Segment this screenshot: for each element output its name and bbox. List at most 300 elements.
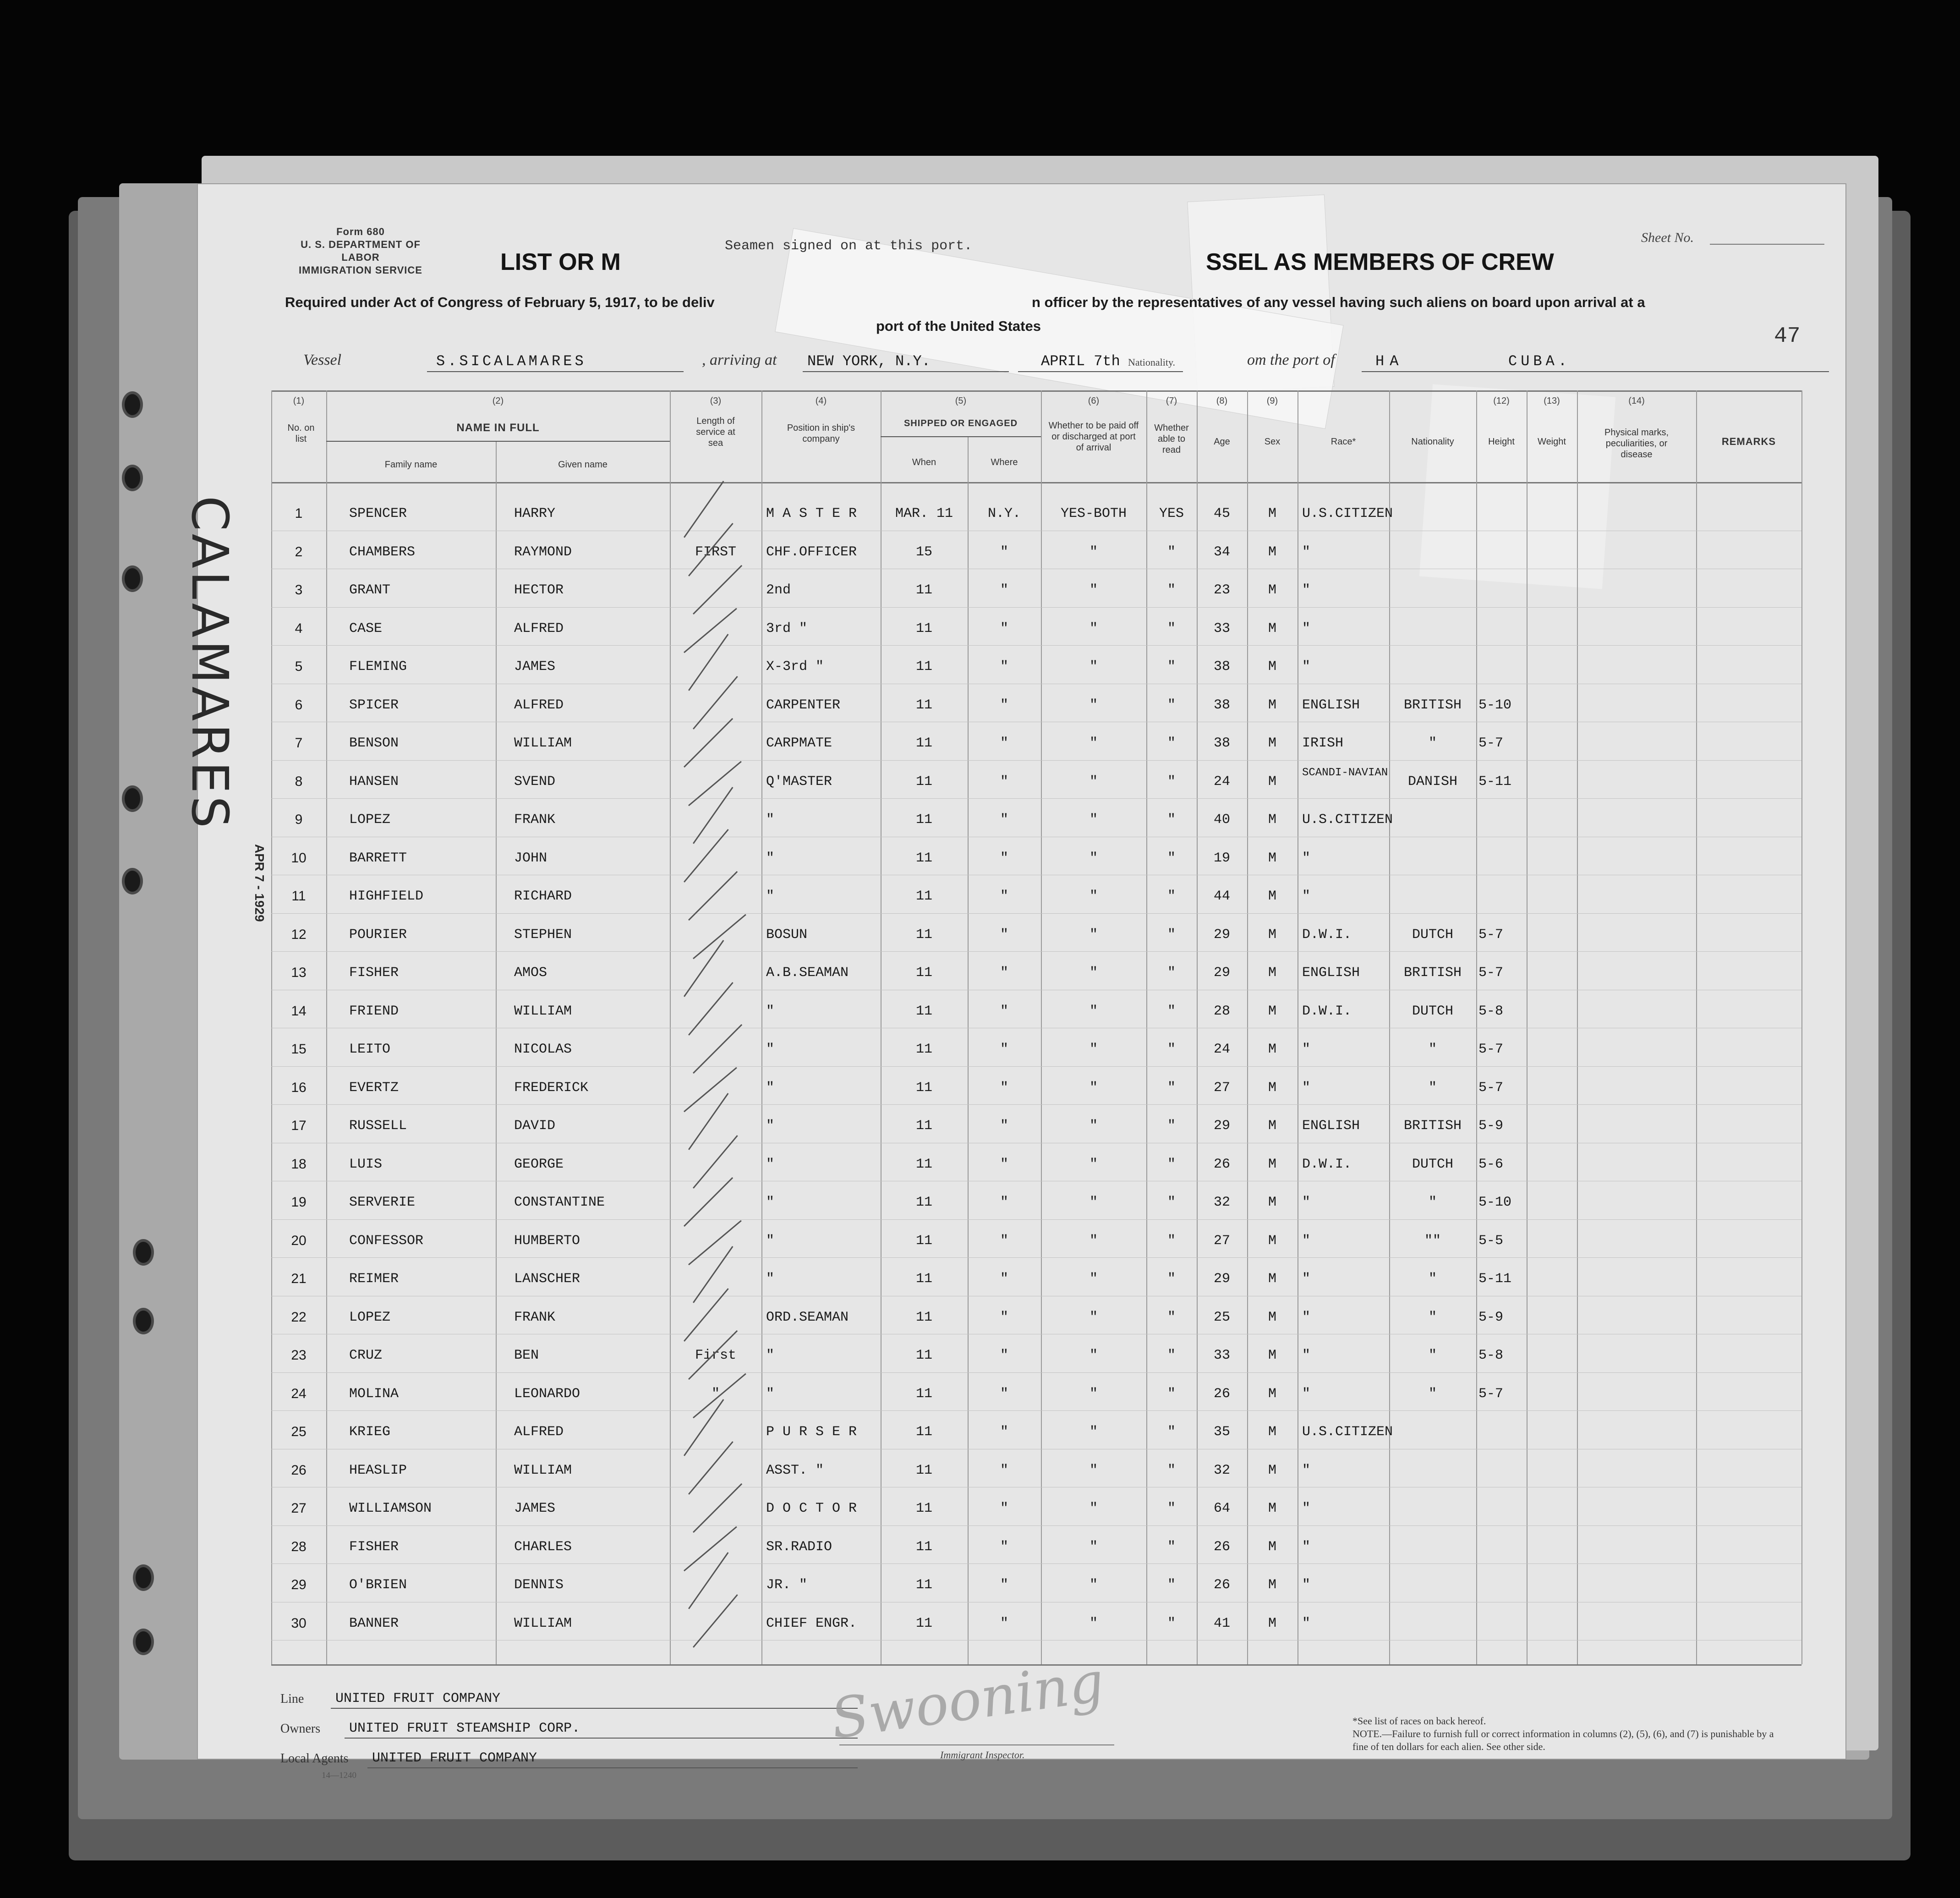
cell-age: 26 <box>1213 1156 1230 1172</box>
cell-sex: M <box>1268 1424 1276 1440</box>
cell-race: " <box>1302 850 1311 866</box>
cell-row-number: 18 <box>291 1156 307 1172</box>
col2-number: (2) <box>492 396 504 406</box>
cell-position: 3rd " <box>766 620 808 636</box>
cell-family-name: FISHER <box>349 1539 399 1555</box>
table-row <box>271 913 1801 914</box>
cell-row-number: 29 <box>291 1577 307 1592</box>
binder-hole <box>125 467 140 488</box>
table-row <box>271 951 1801 952</box>
cell-position: " <box>766 1271 775 1287</box>
col5-number: (5) <box>955 396 967 406</box>
cell-family-name: LOPEZ <box>349 812 391 828</box>
cell-race: " <box>1302 1042 1311 1057</box>
cell-age: 24 <box>1213 773 1230 790</box>
cell-sex: M <box>1268 1309 1276 1325</box>
cell-given-name: GEORGE <box>514 1156 564 1172</box>
cell-race: D.W.I. <box>1302 1003 1352 1019</box>
from-port-line <box>1362 371 1829 372</box>
cell-able-to-read: " <box>1167 1080 1176 1096</box>
cell-shipped-when: 11 <box>915 1271 932 1287</box>
col-divider <box>271 390 272 1664</box>
col-divider <box>761 390 762 1664</box>
cell-shipped-where: " <box>1000 1539 1008 1555</box>
cell-nationality: " <box>1428 1348 1437 1363</box>
binder-hole <box>136 1567 151 1588</box>
cell-able-to-read: " <box>1167 1424 1176 1440</box>
cell-shipped-when: 11 <box>915 1462 932 1478</box>
cell-position: CARPMATE <box>766 735 832 751</box>
cell-given-name: SVEND <box>514 773 556 790</box>
col14-number: (14) <box>1628 396 1645 406</box>
table-row <box>271 1525 1801 1526</box>
cell-family-name: BANNER <box>349 1615 399 1631</box>
col15-header: REMARKS <box>1721 436 1776 447</box>
cell-age: 33 <box>1213 1348 1230 1363</box>
cell-age: 44 <box>1213 889 1230 904</box>
cell-age: 38 <box>1213 735 1230 751</box>
cell-sex: M <box>1268 582 1276 598</box>
cell-sex: M <box>1268 1386 1276 1402</box>
col2-split <box>326 441 670 442</box>
cell-shipped-when: 11 <box>915 1348 932 1363</box>
cell-nationality: BRITISH <box>1403 965 1462 981</box>
cell-family-name: FLEMING <box>349 659 407 675</box>
cell-paid-off: " <box>1089 812 1098 828</box>
cell-given-name: CHARLES <box>514 1539 572 1555</box>
cell-shipped-when: 11 <box>915 1501 932 1516</box>
cell-row-number: 4 <box>295 620 303 636</box>
cell-nationality: " <box>1428 1195 1437 1210</box>
binder-hole <box>136 1242 151 1263</box>
arrival-date: APRIL 7th <box>1041 353 1120 370</box>
cell-shipped-when: 11 <box>915 812 932 828</box>
nationality-label: Nationality. <box>1128 357 1176 368</box>
cell-shipped-where: " <box>1000 1271 1008 1287</box>
cell-shipped-where: " <box>1000 1156 1008 1172</box>
cell-race: " <box>1302 1195 1311 1210</box>
cell-sex: M <box>1268 927 1276 943</box>
cell-shipped-when: 11 <box>915 1309 932 1325</box>
cell-paid-off: " <box>1089 1309 1098 1325</box>
table-top-border <box>271 390 1801 392</box>
cell-height: 5-7 <box>1478 735 1504 751</box>
cell-paid-off: " <box>1089 1195 1098 1210</box>
cell-shipped-where: N.Y. <box>987 506 1021 521</box>
cell-shipped-where: " <box>1000 620 1008 636</box>
cell-nationality: " <box>1428 1386 1437 1402</box>
cell-row-number: 12 <box>291 927 307 942</box>
cell-able-to-read: " <box>1167 1156 1176 1172</box>
cell-family-name: CRUZ <box>349 1348 383 1363</box>
cell-family-name: CONFESSOR <box>349 1233 424 1249</box>
cell-given-name: HARRY <box>514 506 556 521</box>
cell-nationality: " <box>1428 1080 1437 1096</box>
cell-age: 26 <box>1213 1539 1230 1555</box>
cell-race: " <box>1302 544 1311 560</box>
cell-position: " <box>766 850 775 866</box>
footnote-penalty: NOTE.—Failure to furnish full or correct information in columns (2), (5), (6), and (7) is punishable by a fine of ten dollars for each alien. See other side. <box>1352 1728 1774 1752</box>
cell-sex: M <box>1268 1118 1276 1134</box>
cell-row-number: 11 <box>291 889 306 904</box>
col13-header: Weight <box>1538 437 1566 447</box>
cell-able-to-read: " <box>1167 697 1176 713</box>
cell-sex: M <box>1268 506 1276 521</box>
cell-shipped-where: " <box>1000 812 1008 828</box>
cell-given-name: JOHN <box>514 850 547 866</box>
cell-sex: M <box>1268 812 1276 828</box>
cell-race: U.S.CITIZEN <box>1302 812 1393 828</box>
cell-row-number: 30 <box>291 1615 307 1631</box>
binder-hole <box>125 871 140 892</box>
cell-given-name: WILLIAM <box>514 735 572 751</box>
cell-row-number: 21 <box>291 1271 307 1286</box>
col3-header: Length of service at sea <box>696 416 735 448</box>
cell-given-name: ALFRED <box>514 620 564 636</box>
cell-able-to-read: " <box>1167 927 1176 943</box>
cell-age: 32 <box>1213 1462 1230 1478</box>
table-header-bottom <box>271 482 1801 483</box>
check-mark <box>693 914 746 959</box>
col1-number: (1) <box>293 396 305 406</box>
cell-sex: M <box>1268 1462 1276 1478</box>
cell-paid-off: " <box>1089 1577 1098 1593</box>
cell-family-name: GRANT <box>349 582 391 598</box>
cell-family-name: REIMER <box>349 1271 399 1287</box>
col4-header: Position in ship's company <box>787 423 855 444</box>
cell-age: 29 <box>1213 1118 1230 1134</box>
cell-able-to-read: " <box>1167 1271 1176 1287</box>
vessel-name: S.SICALAMARES <box>436 353 586 370</box>
cell-race: " <box>1302 1271 1311 1287</box>
binder-hole <box>136 1311 151 1332</box>
cell-service-length: First <box>695 1348 736 1363</box>
cell-paid-off: " <box>1089 1080 1098 1096</box>
cell-height: 5-8 <box>1478 1003 1504 1019</box>
cell-nationality: DUTCH <box>1412 1156 1453 1172</box>
cell-family-name: SERVERIE <box>349 1195 416 1210</box>
cell-sex: M <box>1268 1042 1276 1057</box>
cell-given-name: HECTOR <box>514 582 564 598</box>
cell-height: 5-6 <box>1478 1156 1504 1172</box>
cell-shipped-where: " <box>1000 1042 1008 1057</box>
cell-position: CHIEF ENGR. <box>766 1615 857 1631</box>
col7-number: (7) <box>1166 396 1177 406</box>
table-row <box>271 1410 1801 1411</box>
col9-number: (9) <box>1266 396 1278 406</box>
cell-paid-off: " <box>1089 1615 1098 1631</box>
cell-sex: M <box>1268 620 1276 636</box>
cell-shipped-when: 11 <box>915 1195 932 1210</box>
cell-nationality: BRITISH <box>1403 1118 1462 1134</box>
binder-hole <box>125 788 140 809</box>
cell-age: 29 <box>1213 927 1230 943</box>
cell-shipped-when: 11 <box>915 965 932 981</box>
cell-shipped-where: " <box>1000 927 1008 943</box>
cell-family-name: LEITO <box>349 1042 391 1057</box>
cell-given-name: STEPHEN <box>514 927 572 943</box>
cell-given-name: FREDERICK <box>514 1080 589 1096</box>
cell-service-length: FIRST <box>695 544 736 560</box>
cell-given-name: BEN <box>514 1348 539 1363</box>
cell-age: 33 <box>1213 620 1230 636</box>
cell-able-to-read: " <box>1167 1003 1176 1019</box>
cell-position: P U R S E R <box>766 1424 857 1440</box>
cell-family-name: MOLINA <box>349 1386 399 1402</box>
cell-paid-off: " <box>1089 1462 1098 1478</box>
cell-position: " <box>766 1233 775 1249</box>
binder-hole <box>125 394 140 415</box>
cell-able-to-read: " <box>1167 850 1176 866</box>
cell-sex: M <box>1268 544 1276 560</box>
cell-position: JR. " <box>766 1577 808 1593</box>
cell-paid-off: " <box>1089 850 1098 866</box>
binder-hole <box>125 568 140 589</box>
cell-shipped-when: 11 <box>915 1233 932 1249</box>
cell-race: " <box>1302 1233 1311 1249</box>
cell-given-name: WILLIAM <box>514 1462 572 1478</box>
cell-shipped-when: MAR. 11 <box>895 506 953 521</box>
cell-shipped-where: " <box>1000 1195 1008 1210</box>
cell-age: 34 <box>1213 544 1230 560</box>
cell-given-name: FRANK <box>514 1309 556 1325</box>
col5-split <box>881 436 1041 437</box>
cell-given-name: DENNIS <box>514 1577 564 1593</box>
table-row <box>271 607 1801 608</box>
cell-shipped-where: " <box>1000 1348 1008 1363</box>
col9-header: Sex <box>1264 437 1281 447</box>
owners-value-underline <box>345 1738 858 1739</box>
cell-paid-off: " <box>1089 1156 1098 1172</box>
cell-sex: M <box>1268 1501 1276 1516</box>
cell-shipped-when: 11 <box>915 582 932 598</box>
cell-shipped-when: 11 <box>915 1424 932 1440</box>
line-label: Line <box>280 1692 304 1706</box>
cell-shipped-where: " <box>1000 735 1008 751</box>
cell-shipped-when: 11 <box>915 659 932 675</box>
cell-age: 38 <box>1213 697 1230 713</box>
col5-when-header: When <box>912 457 936 467</box>
cell-shipped-when: 11 <box>915 1386 932 1402</box>
cell-race: " <box>1302 1539 1311 1555</box>
cell-race: ENGLISH <box>1302 697 1360 713</box>
requirement-port: port of the United States <box>876 318 1041 334</box>
cell-position: " <box>766 1156 775 1172</box>
cell-able-to-read: " <box>1167 1462 1176 1478</box>
cell-age: 35 <box>1213 1424 1230 1440</box>
cell-race: D.W.I. <box>1302 1156 1352 1172</box>
cell-given-name: CONSTANTINE <box>514 1195 605 1210</box>
cell-race: " <box>1302 1080 1311 1096</box>
cell-height: 5-11 <box>1478 1271 1512 1287</box>
col11-header: Nationality <box>1411 437 1454 447</box>
cell-position: M A S T E R <box>766 506 857 521</box>
cell-shipped-where: " <box>1000 659 1008 675</box>
col8-number: (8) <box>1216 396 1228 406</box>
cell-row-number: 23 <box>291 1348 307 1363</box>
print-code: 14—1240 <box>322 1771 356 1780</box>
cell-age: 29 <box>1213 1271 1230 1287</box>
cell-row-number: 2 <box>295 544 303 560</box>
cell-sex: M <box>1268 697 1276 713</box>
cell-row-number: 28 <box>291 1539 307 1554</box>
cell-able-to-read: " <box>1167 1309 1176 1325</box>
cell-shipped-where: " <box>1000 773 1008 790</box>
col-divider <box>1041 390 1042 1664</box>
cell-position: D O C T O R <box>766 1501 857 1516</box>
cell-race: U.S.CITIZEN <box>1302 506 1393 521</box>
cell-able-to-read: " <box>1167 1233 1176 1249</box>
cell-shipped-when: 11 <box>915 735 932 751</box>
col7-header: Whether able to read <box>1154 423 1189 455</box>
cell-position: X-3rd " <box>766 659 824 675</box>
cell-age: 29 <box>1213 965 1230 981</box>
cell-able-to-read: " <box>1167 1539 1176 1555</box>
cell-age: 38 <box>1213 659 1230 675</box>
cell-able-to-read: " <box>1167 582 1176 598</box>
title-left: LIST OR M <box>500 249 621 275</box>
agents-value-underline <box>367 1767 858 1768</box>
cell-age: 32 <box>1213 1195 1230 1210</box>
cell-family-name: CHAMBERS <box>349 544 416 560</box>
cell-shipped-when: 11 <box>915 1539 932 1555</box>
cell-race: " <box>1302 1309 1311 1325</box>
cell-able-to-read: " <box>1167 659 1176 675</box>
col12-number: (12) <box>1493 396 1510 406</box>
cell-shipped-where: " <box>1000 1577 1008 1593</box>
inspector-signature: Swooning <box>827 1650 1108 1752</box>
cell-family-name: POURIER <box>349 927 407 943</box>
col4-number: (4) <box>815 396 827 406</box>
cell-sex: M <box>1268 1348 1276 1363</box>
cell-nationality: "" <box>1424 1233 1441 1249</box>
cell-race: " <box>1302 889 1311 904</box>
line-value-underline <box>331 1708 858 1709</box>
cell-given-name: FRANK <box>514 812 556 828</box>
cell-family-name: RUSSELL <box>349 1118 407 1134</box>
cell-race: IRISH <box>1302 735 1344 751</box>
cell-row-number: 9 <box>295 812 303 827</box>
binder-hole <box>136 1631 151 1652</box>
cell-row-number: 14 <box>291 1003 307 1019</box>
cell-shipped-when: 11 <box>915 889 932 904</box>
cell-able-to-read: YES <box>1159 506 1184 521</box>
cell-able-to-read: " <box>1167 620 1176 636</box>
cell-position: " <box>766 1386 775 1402</box>
table-row <box>271 1104 1801 1105</box>
cell-height: 5-9 <box>1478 1309 1504 1325</box>
cell-height: 5-11 <box>1478 773 1512 790</box>
cell-able-to-read: " <box>1167 1386 1176 1402</box>
cell-height: 5-5 <box>1478 1233 1504 1249</box>
cell-race: " <box>1302 1501 1311 1516</box>
col2-given-header: Given name <box>558 460 608 470</box>
cell-nationality: " <box>1428 1042 1437 1057</box>
check-mark <box>684 1067 737 1112</box>
cell-position: " <box>766 812 775 828</box>
line-value: UNITED FRUIT COMPANY <box>335 1691 501 1706</box>
cell-shipped-where: " <box>1000 1462 1008 1478</box>
cell-age: 28 <box>1213 1003 1230 1019</box>
cell-family-name: SPICER <box>349 697 399 713</box>
cell-shipped-when: 11 <box>915 697 932 713</box>
cell-given-name: WILLIAM <box>514 1003 572 1019</box>
cell-paid-off: " <box>1089 659 1098 675</box>
cell-shipped-when: 11 <box>915 1080 932 1096</box>
cell-paid-off: " <box>1089 1348 1098 1363</box>
table-row <box>271 1372 1801 1373</box>
cell-given-name: HUMBERTO <box>514 1233 580 1249</box>
cell-shipped-where: " <box>1000 889 1008 904</box>
cell-given-name: LANSCHER <box>514 1271 580 1287</box>
cell-shipped-when: 11 <box>915 1118 932 1134</box>
col-divider <box>968 436 969 1664</box>
cell-given-name: RICHARD <box>514 889 572 904</box>
cell-position: SR.RADIO <box>766 1539 832 1555</box>
cell-family-name: BENSON <box>349 735 399 751</box>
cell-paid-off: " <box>1089 620 1098 636</box>
cell-race: " <box>1302 1577 1311 1593</box>
cell-given-name: DAVID <box>514 1118 556 1134</box>
cell-nationality: " <box>1428 735 1437 751</box>
cell-row-number: 15 <box>291 1042 307 1057</box>
cell-paid-off: " <box>1089 965 1098 981</box>
cell-shipped-where: " <box>1000 1080 1008 1096</box>
inspector-signature-line <box>839 1744 1114 1745</box>
cell-position: Q'MASTER <box>766 773 832 790</box>
table-row <box>271 1257 1801 1258</box>
page-number: 47 <box>1774 324 1801 349</box>
requirement-text-left: Required under Act of Congress of February 5, 1917, to be deliv <box>285 294 715 310</box>
cell-shipped-where: " <box>1000 1615 1008 1631</box>
cell-shipped-where: " <box>1000 544 1008 560</box>
cell-paid-off: YES-BOTH <box>1060 506 1127 521</box>
cell-paid-off: " <box>1089 1003 1098 1019</box>
col2-family-header: Family name <box>384 460 438 470</box>
cell-shipped-when: 11 <box>915 1003 932 1019</box>
cell-age: 41 <box>1213 1615 1230 1631</box>
cell-position: ASST. " <box>766 1462 824 1478</box>
cell-given-name: ALFRED <box>514 1424 564 1440</box>
cell-position: " <box>766 1118 775 1134</box>
col10-header: Race* <box>1330 437 1356 447</box>
cell-row-number: 16 <box>291 1080 307 1095</box>
cell-paid-off: " <box>1089 1233 1098 1249</box>
paper-overlay-header <box>1419 384 1615 589</box>
col14-header: Physical marks, peculiarities, or disease <box>1604 428 1669 460</box>
cell-shipped-where: " <box>1000 1386 1008 1402</box>
cell-shipped-when: 11 <box>915 1042 932 1057</box>
cell-family-name: EVERTZ <box>349 1080 399 1096</box>
cell-paid-off: " <box>1089 1386 1098 1402</box>
cell-paid-off: " <box>1089 1424 1098 1440</box>
cell-paid-off: " <box>1089 773 1098 790</box>
cell-shipped-where: " <box>1000 965 1008 981</box>
cell-age: 25 <box>1213 1309 1230 1325</box>
cell-shipped-where: " <box>1000 1501 1008 1516</box>
cell-nationality: DUTCH <box>1412 1003 1453 1019</box>
cell-paid-off: " <box>1089 1539 1098 1555</box>
col3-number: (3) <box>710 396 722 406</box>
arriving-label: , arriving at <box>702 351 777 368</box>
col12-header: Height <box>1488 437 1515 447</box>
cell-able-to-read: " <box>1167 1195 1176 1210</box>
cell-shipped-where: " <box>1000 697 1008 713</box>
cell-shipped-where: " <box>1000 582 1008 598</box>
cell-sex: M <box>1268 850 1276 866</box>
cell-paid-off: " <box>1089 697 1098 713</box>
cell-position: " <box>766 1003 775 1019</box>
